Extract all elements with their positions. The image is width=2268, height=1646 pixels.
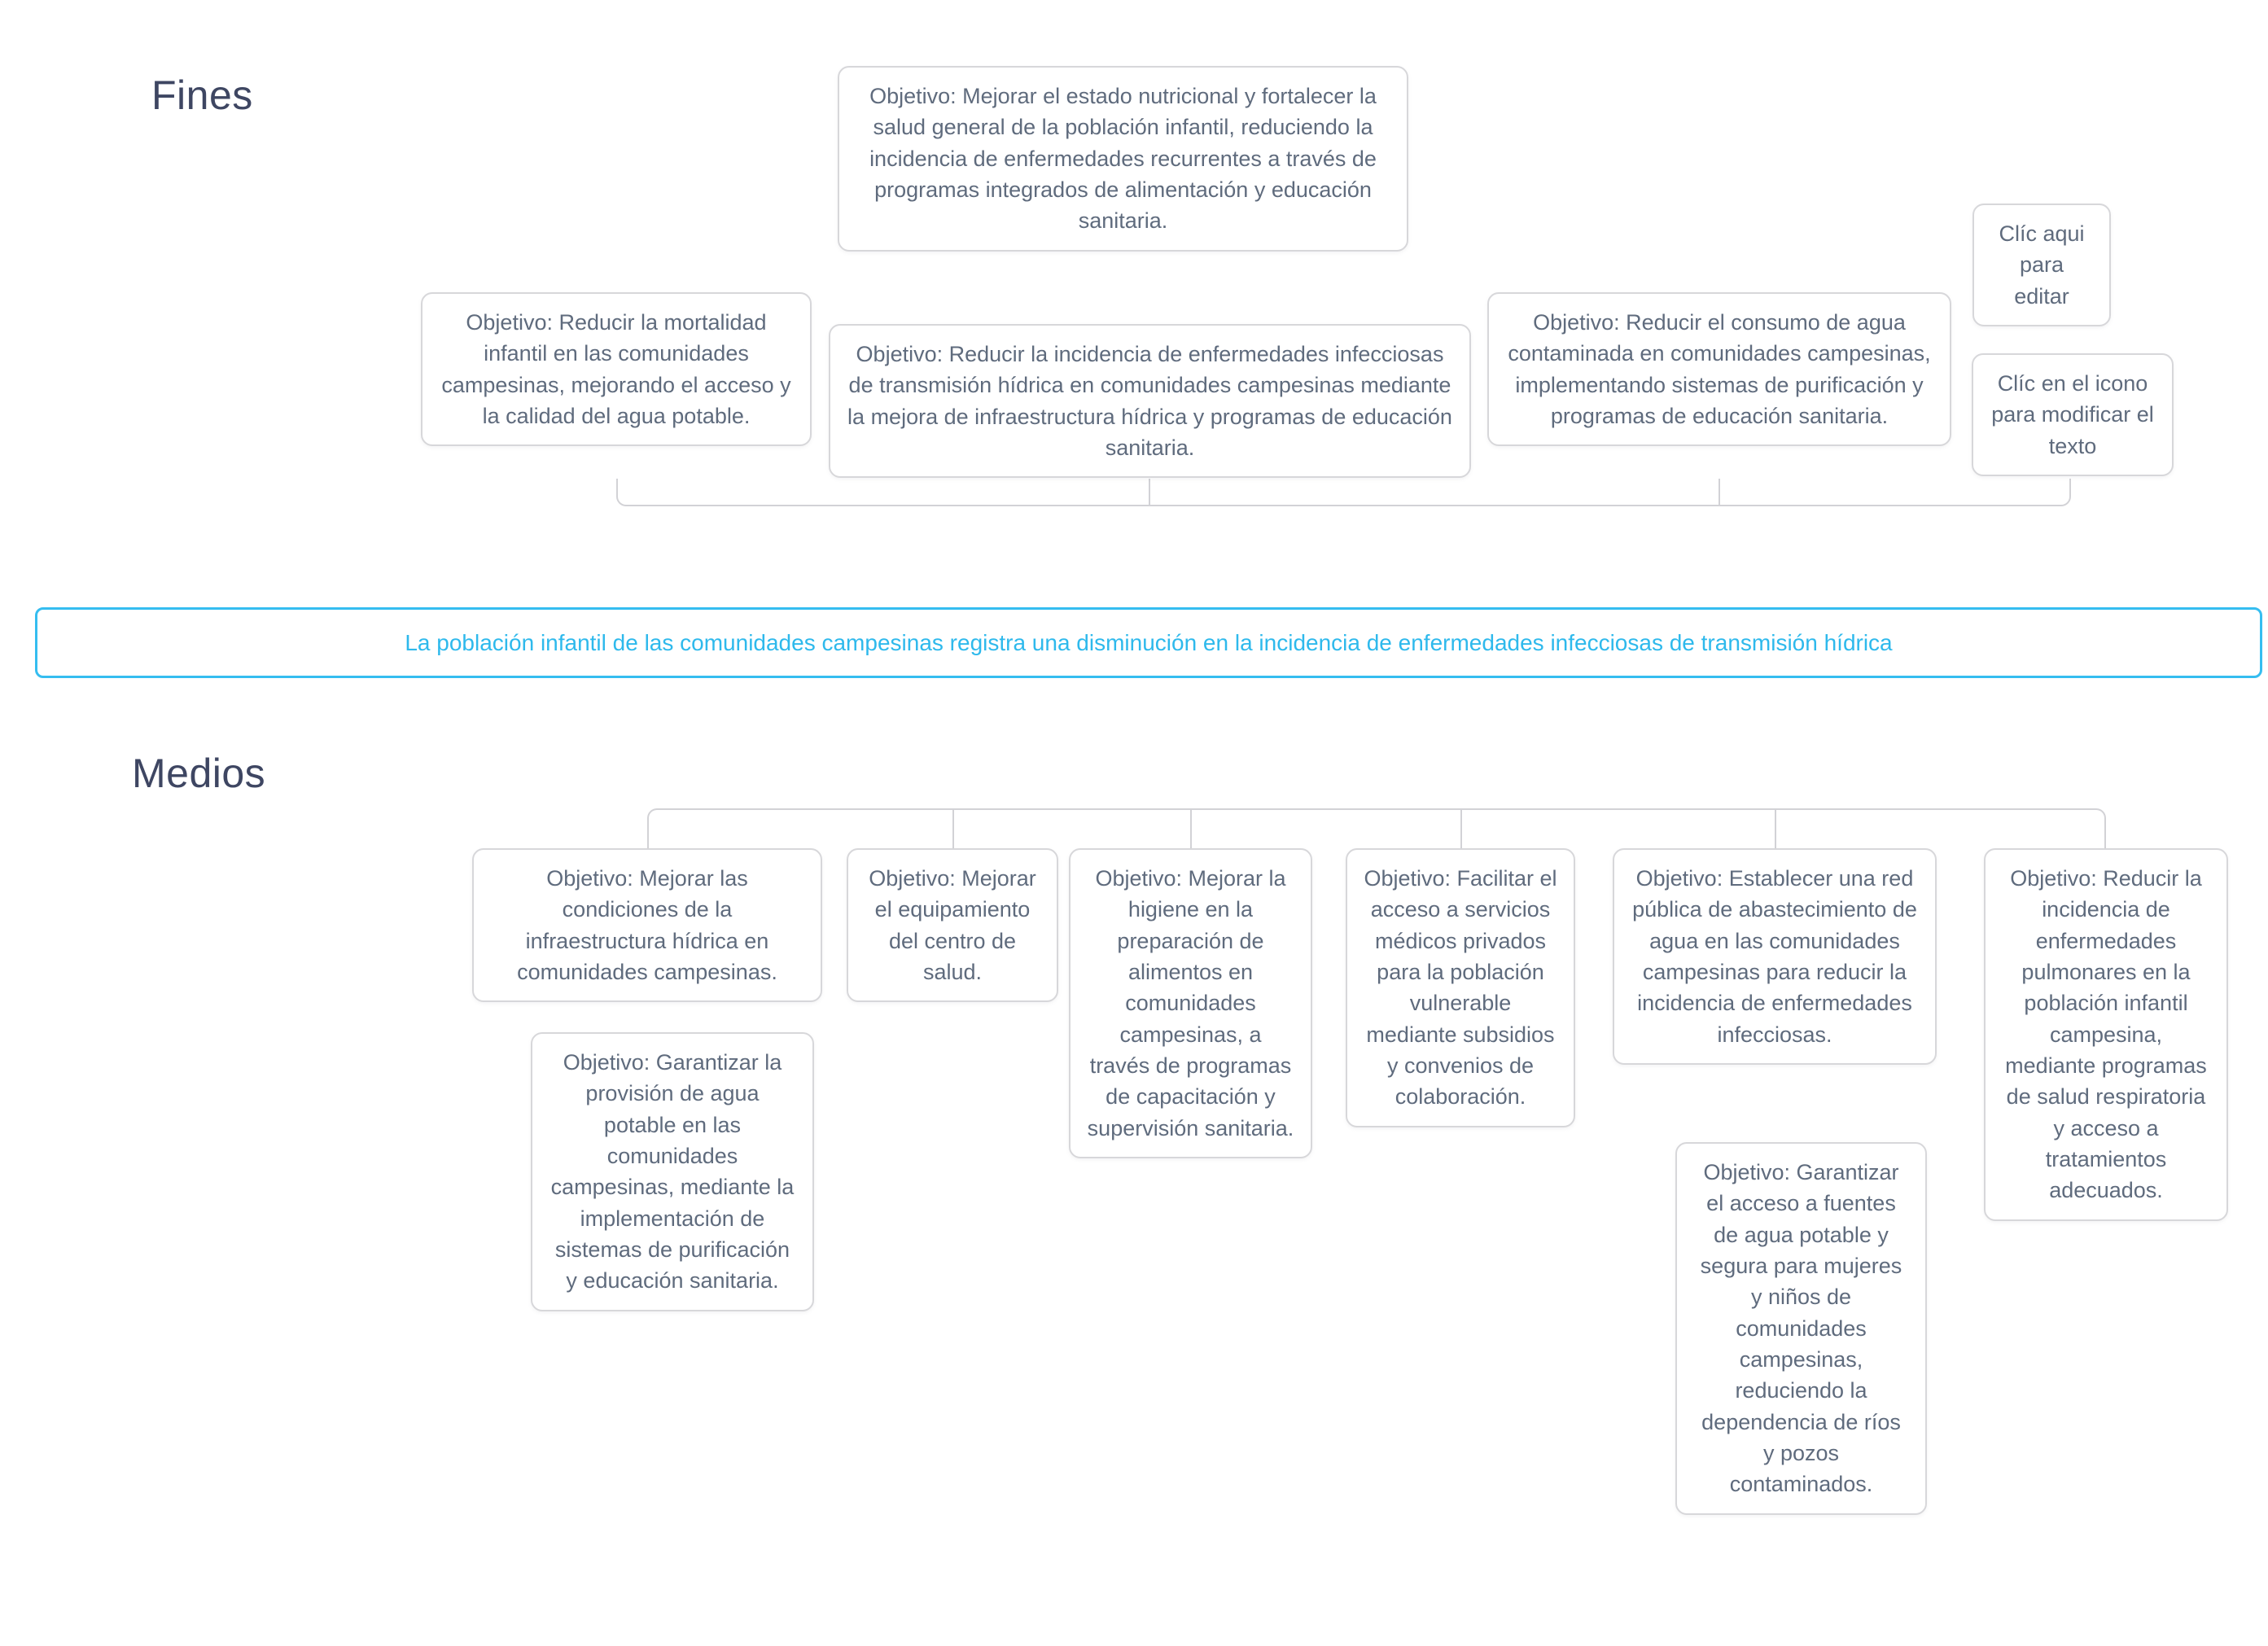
objective-node-medios-3[interactable] bbox=[1069, 848, 1312, 1158]
medios-connector-stub-5 bbox=[1775, 808, 1776, 848]
objective-node-text: Objetivo: Mejorar la higiene en la preparación de alimentos en comunidades campesinas, a través de programas de capacitación y supervisión sanitaria. bbox=[1087, 866, 1294, 1140]
objective-node-fines-top[interactable] bbox=[838, 66, 1408, 252]
hint-node-click-to-edit[interactable] bbox=[1972, 204, 2111, 326]
objective-node-text: Objetivo: Reducir la incidencia de enfermedades infecciosas de transmisión hídrica en comunidades campesinas mediante la mejora de infraestructura hídrica y programas de educación sanitaria. bbox=[847, 342, 1452, 460]
objective-node-medios-4[interactable] bbox=[1346, 848, 1575, 1127]
fines-connector-rail bbox=[616, 479, 2071, 506]
medios-connector-stub-2 bbox=[952, 808, 954, 848]
medios-connector-rail bbox=[647, 808, 2106, 848]
objective-node-medios-6[interactable] bbox=[1984, 848, 2228, 1221]
central-problem-text: La población infantil de las comunidades campesinas registra una disminución en la incidencia de enfermedades infecciosas de transmisión hídrica bbox=[405, 629, 1893, 655]
central-problem-box[interactable] bbox=[35, 607, 2262, 678]
objective-node-text: Objetivo: Establecer una red pública de abastecimiento de agua en las comunidades campesinas para reducir la incidencia de enfermedades infecciosas. bbox=[1632, 866, 1917, 1047]
objective-node-medios-2[interactable] bbox=[847, 848, 1058, 1002]
medios-connector-stub-4 bbox=[1460, 808, 1462, 848]
objective-node-text: Objetivo: Reducir el consumo de agua contaminada en comunidades campesinas, implementando sistemas de purificación y programas de educación sanitaria. bbox=[1508, 310, 1931, 428]
objective-node-text: Objetivo: Garantizar el acceso a fuentes de agua potable y segura para mujeres y niños de comunidades campesinas, reduciendo la dependencia de ríos y pozos contaminados. bbox=[1700, 1160, 1902, 1497]
objective-node-text: Objetivo: Mejorar las condiciones de la infraestructura hídrica en comunidades campesinas. bbox=[517, 866, 777, 984]
objective-node-text: Objetivo: Mejorar el equipamiento del centro de salud. bbox=[869, 866, 1036, 984]
medios-section-title: Medios bbox=[132, 751, 266, 796]
objective-node-medios-1b[interactable] bbox=[531, 1032, 814, 1311]
hint-node-text: Clíc aqui para editar bbox=[1999, 221, 2085, 309]
hint-node-text: Clíc en el icono para modificar el texto bbox=[1991, 371, 2154, 458]
hint-node-click-icon-to-modify[interactable] bbox=[1972, 353, 2174, 476]
medios-connector-stub-3 bbox=[1190, 808, 1192, 848]
objective-node-text: Objetivo: Reducir la mortalidad infantil en las comunidades campesinas, mejorando el acceso y la calidad del agua potable. bbox=[441, 310, 791, 428]
objective-node-text: Objetivo: Reducir la incidencia de enfermedades pulmonares en la población infantil campesina, mediante programas de salud respiratoria y acceso a tratamientos adecuados. bbox=[2005, 866, 2207, 1203]
objective-node-medios-5b[interactable] bbox=[1675, 1142, 1927, 1515]
objective-node-text: Objetivo: Mejorar el estado nutricional y fortalecer la salud general de la población infantil, reduciendo la incidencia de enfermedades recurrentes a través de programas integrados de alimentación y educación sanitaria. bbox=[869, 84, 1377, 234]
objective-node-fines-right[interactable] bbox=[1487, 292, 1951, 446]
objective-node-fines-left[interactable] bbox=[421, 292, 812, 446]
objective-node-fines-center[interactable] bbox=[829, 324, 1471, 478]
objective-node-text: Objetivo: Garantizar la provisión de agua potable en las comunidades campesinas, mediante la implementación de sistemas de purificación y educación sanitaria. bbox=[550, 1050, 795, 1294]
fines-section-title: Fines bbox=[151, 72, 253, 118]
objective-node-medios-1[interactable] bbox=[472, 848, 822, 1002]
fines-connector-stub-center bbox=[1149, 479, 1150, 506]
objective-node-medios-5[interactable] bbox=[1613, 848, 1937, 1065]
fines-connector-stub-right bbox=[1719, 479, 1720, 506]
objective-node-text: Objetivo: Facilitar el acceso a servicios médicos privados para la población vulnerable mediante subsidios y convenios de colaboración. bbox=[1364, 866, 1557, 1110]
